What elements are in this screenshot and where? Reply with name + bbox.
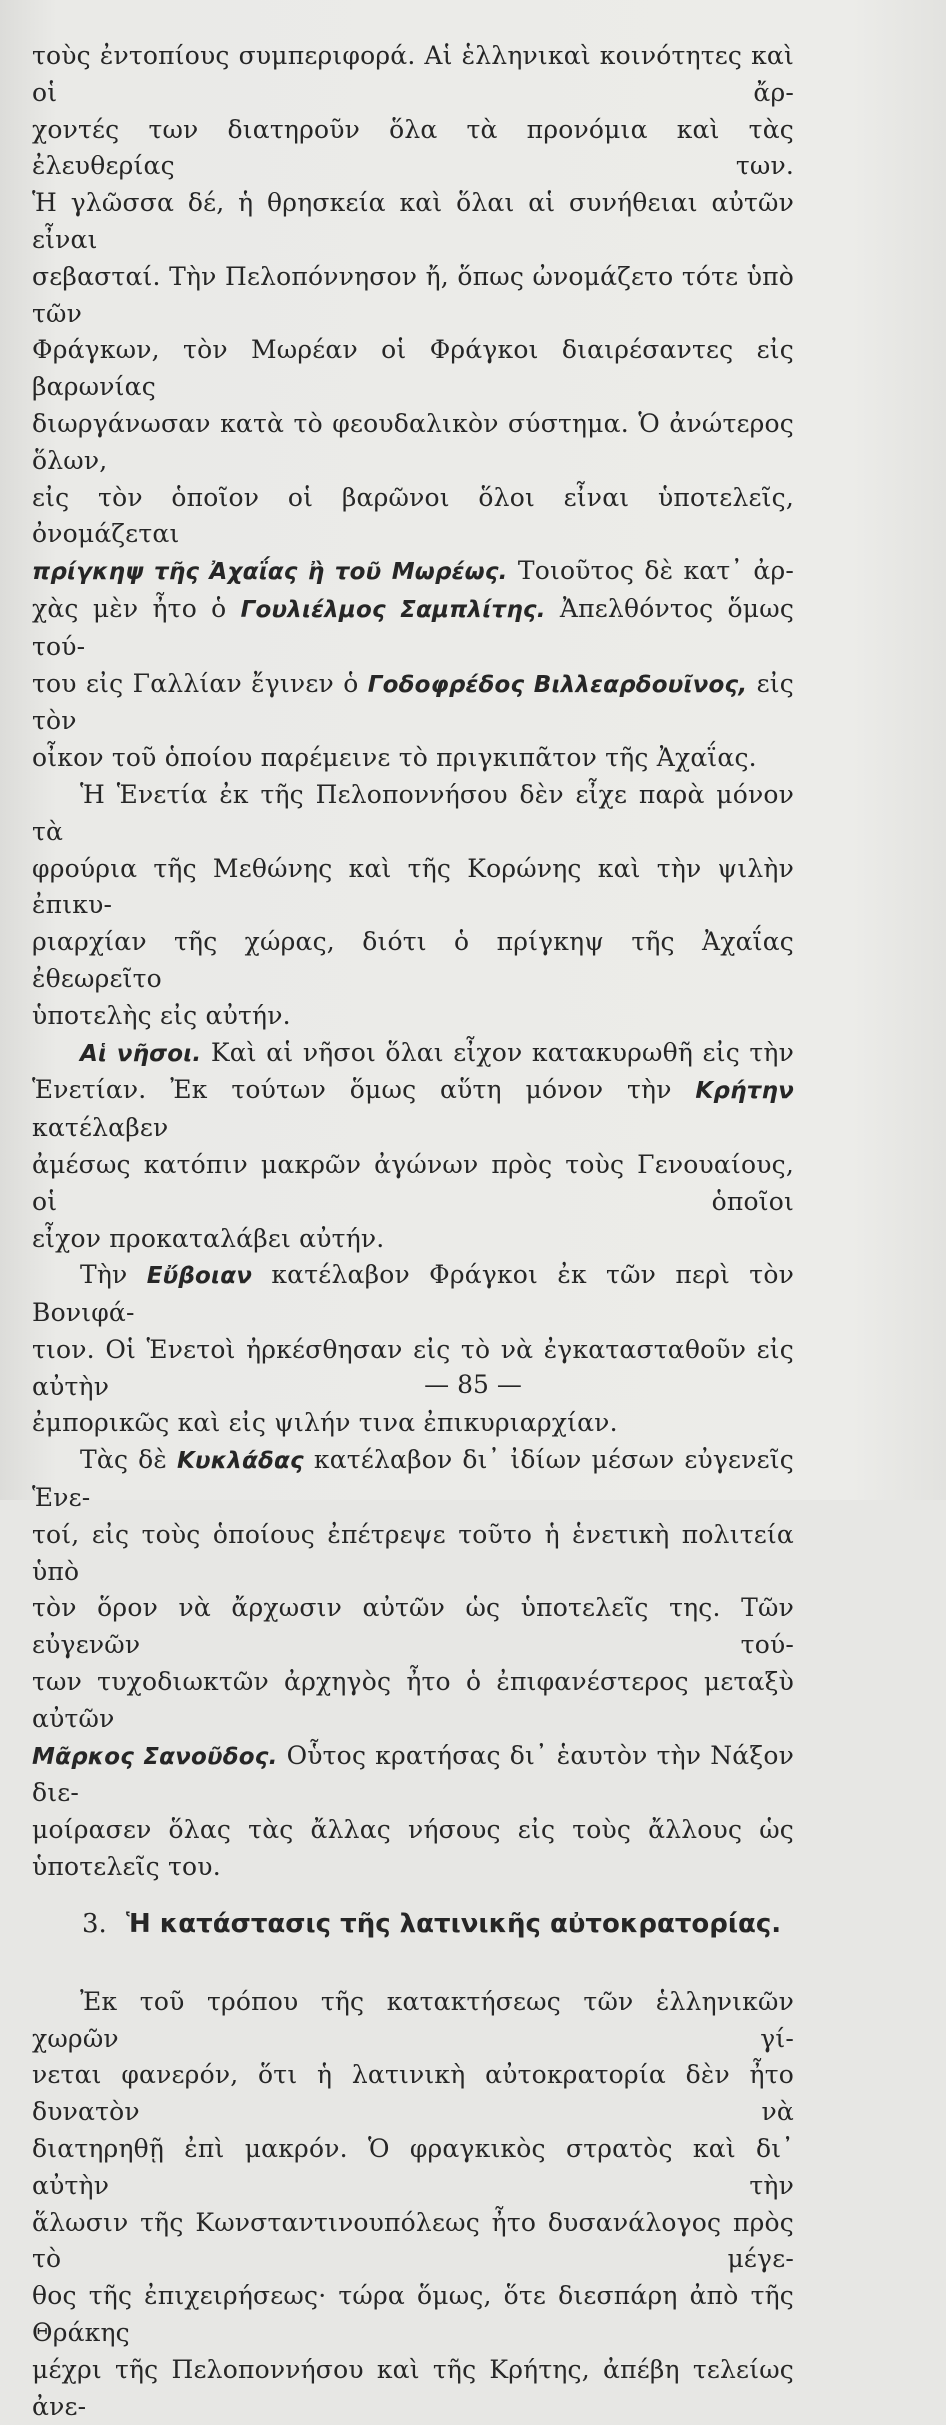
- text-line: Τὰς δὲ Κυκλάδας κατέλαβον δι᾿ ἰδίων μέσων εὐγενεῖς Ἑνε-: [32, 1445, 794, 1513]
- text-line: διατηρηθῇ ἐπὶ μακρόν. Ὁ φραγκικὸς στρατὸς καὶ δι᾿ αὐτὴν τὴν: [32, 2134, 794, 2200]
- text-line: Ἡ γλῶσσα δέ, ἡ θρησκεία καὶ ὅλαι αἱ συνήθειαι αὐτῶν εἶναι: [32, 188, 794, 254]
- text-line: σεβασταί. Τὴν Πελοπόννησον ἤ, ὅπως ὠνομάζετο τότε ὑπὸ τῶν: [32, 261, 794, 328]
- text-line: ἅλωσιν τῆς Κωνσταντινουπόλεως ἦτο δυσανάλογος πρὸς τὸ μέγε-: [32, 2207, 794, 2274]
- section-3-body: [32, 1984, 794, 2425]
- text-line: διωργάνωσαν κατὰ τὸ φεουδαλικὸν σύστημα. Ὁ ἀνώτερος ὅλων,: [32, 408, 794, 475]
- text-line: Ἑνετίαν. Ἐκ τούτων ὅμως αὕτη μόνον τὴν Κρήτην κατέλαβεν: [32, 1075, 794, 1143]
- text-line: φρούρια τῆς Μεθώνης καὶ τῆς Κορώνης καὶ τὴν ψιλὴν ἐπικυ-: [32, 853, 794, 920]
- text-line: εἰς τὸν ὁποῖον οἱ βαρῶνοι ὅλοι εἶναι ὑποτελεῖς, ὀνομάζεται: [32, 482, 794, 549]
- text-line: Αἱ νῆσοι. Καὶ αἱ νῆσοι ὅλαι εἶχον κατακυρωθῆ εἰς τὴν: [80, 1037, 794, 1067]
- emphasis-term: Γουλιέλμος Σαμπλίτης.: [240, 596, 546, 623]
- emphasis-term: Κυκλάδας: [177, 1448, 304, 1475]
- text-line: πρίγκηψ τῆς Ἀχαΐας ἢ τοῦ Μωρέως. Τοιοῦτος δὲ κατ᾿ ἀρ-: [32, 556, 794, 586]
- emphasis-term: Αἱ νῆσοι.: [80, 1040, 202, 1067]
- text-line: του εἰς Γαλλίαν ἔγινεν ὁ Γοδοφρέδος Βιλλεαρδουῖνος, εἰς τὸν: [32, 668, 794, 736]
- text-line: τοὺς ἐντοπίους συμπεριφορά. Αἱ ἑλληνικαὶ κοινότητες καὶ οἱ ἄρ-: [32, 41, 794, 107]
- text-line: Ἡ Ἑνετία ἐκ τῆς Πελοποννήσου δὲν εἶχε παρὰ μόνον τὰ: [32, 779, 794, 846]
- text-line: θος τῆς ἐπιχειρήσεως· τώρα ὅμως, ὅτε διεσπάρη ἀπὸ τῆς Θράκης: [32, 2281, 794, 2348]
- page-number: — 85 —: [424, 1370, 522, 1399]
- text-line: Τὴν Εὔβοιαν κατέλαβον Φράγκοι ἐκ τῶν περὶ τὸν Βονιφά-: [32, 1260, 794, 1328]
- text-line: Μᾶρκος Σανοῦδος. Οὗτος κρατήσας δι᾿ ἑαυτὸν τὴν Νάξον διε-: [32, 1740, 794, 1808]
- emphasis-term: Γοδοφρέδος Βιλλεαρδουῖνος,: [367, 671, 748, 698]
- text-line: ἐμπορικῶς καὶ εἰς ψιλήν τινα ἐπικυριαρχίαν.: [32, 1408, 618, 1438]
- text-line: Ἐκ τοῦ τρόπου τῆς κατακτήσεως τῶν ἑλληνικῶν χωρῶν γί-: [32, 1986, 794, 2053]
- emphasis-term: πρίγκηψ τῆς Ἀχαΐας ἢ τοῦ Μωρέως.: [32, 559, 508, 586]
- text-line: τὸν ὅρον νὰ ἄρχωσιν αὐτῶν ὡς ὑποτελεῖς της. Τῶν εὐγενῶν τού-: [32, 1593, 794, 1660]
- text-line: μοίρασεν ὅλας τὰς ἄλλας νήσους εἰς τοὺς ἄλλους ὡς ὑποτελεῖς του.: [32, 1815, 794, 1882]
- text-line: εἶχον προκαταλάβει αὐτήν.: [32, 1223, 385, 1253]
- emphasis-term: Μᾶρκος Σανοῦδος.: [32, 1743, 278, 1770]
- text-line: νεται φανερόν, ὅτι ἡ λατινικὴ αὐτοκρατορία δὲν ἦτο δυνατὸν νὰ: [32, 2060, 794, 2127]
- section-number: 3.: [82, 1908, 107, 1939]
- text-line: ὑποτελὴς εἰς αὐτήν.: [32, 1000, 291, 1030]
- emphasis-term: Κρήτην: [695, 1078, 794, 1105]
- text-line: ριαρχίαν τῆς χώρας, διότι ὁ πρίγκηψ τῆς Ἀχαΐας ἐθεωρεῖτο: [32, 927, 794, 993]
- emphasis-term: Εὔβοιαν: [146, 1263, 253, 1290]
- text-line: τοί, εἰς τοὺς ὁποίους ἐπέτρεψε τοῦτο ἡ ἑνετικὴ πολιτεία ὑπὸ: [32, 1519, 794, 1586]
- section-title: Ἡ κατάστασις τῆς λατινικῆς αὐτοκρατορίας.: [126, 1908, 782, 1939]
- section-heading: [32, 1908, 794, 1940]
- text-line: Φράγκων, τὸν Μωρέαν οἱ Φράγκοι διαιρέσαντες εἰς βαρωνίας: [32, 335, 794, 402]
- text-line: χὰς μὲν ἦτο ὁ Γουλιέλμος Σαμπλίτης. Ἀπελθόντος ὅμως τού-: [32, 593, 795, 661]
- text-line: των τυχοδιωκτῶν ἀρχηγὸς ἦτο ὁ ἐπιφανέστερος μεταξὺ αὐτῶν: [32, 1667, 794, 1733]
- text-line: μέχρι τῆς Πελοποννήσου καὶ τῆς Κρήτης, ἀπέβη τελείως ἀνε-: [32, 2354, 794, 2421]
- text-line: ἀμέσως κατόπιν μακρῶν ἀγώνων πρὸς τοὺς Γενουαίους, οἱ ὁποῖοι: [32, 1149, 794, 1216]
- text-line: χοντές των διατηροῦν ὅλα τὰ προνόμια καὶ τὰς ἐλευθερίας των.: [32, 114, 794, 181]
- text-line: τιον. Οἱ Ἑνετοὶ ἠρκέσθησαν εἰς τὸ νὰ ἐγκατασταθοῦν εἰς αὐτὴν: [32, 1334, 794, 1401]
- text-line: οἶκον τοῦ ὁποίου παρέμεινε τὸ πριγκιπᾶτον τῆς Ἀχαΐας.: [32, 743, 757, 773]
- section-2-continuation: [32, 38, 794, 1886]
